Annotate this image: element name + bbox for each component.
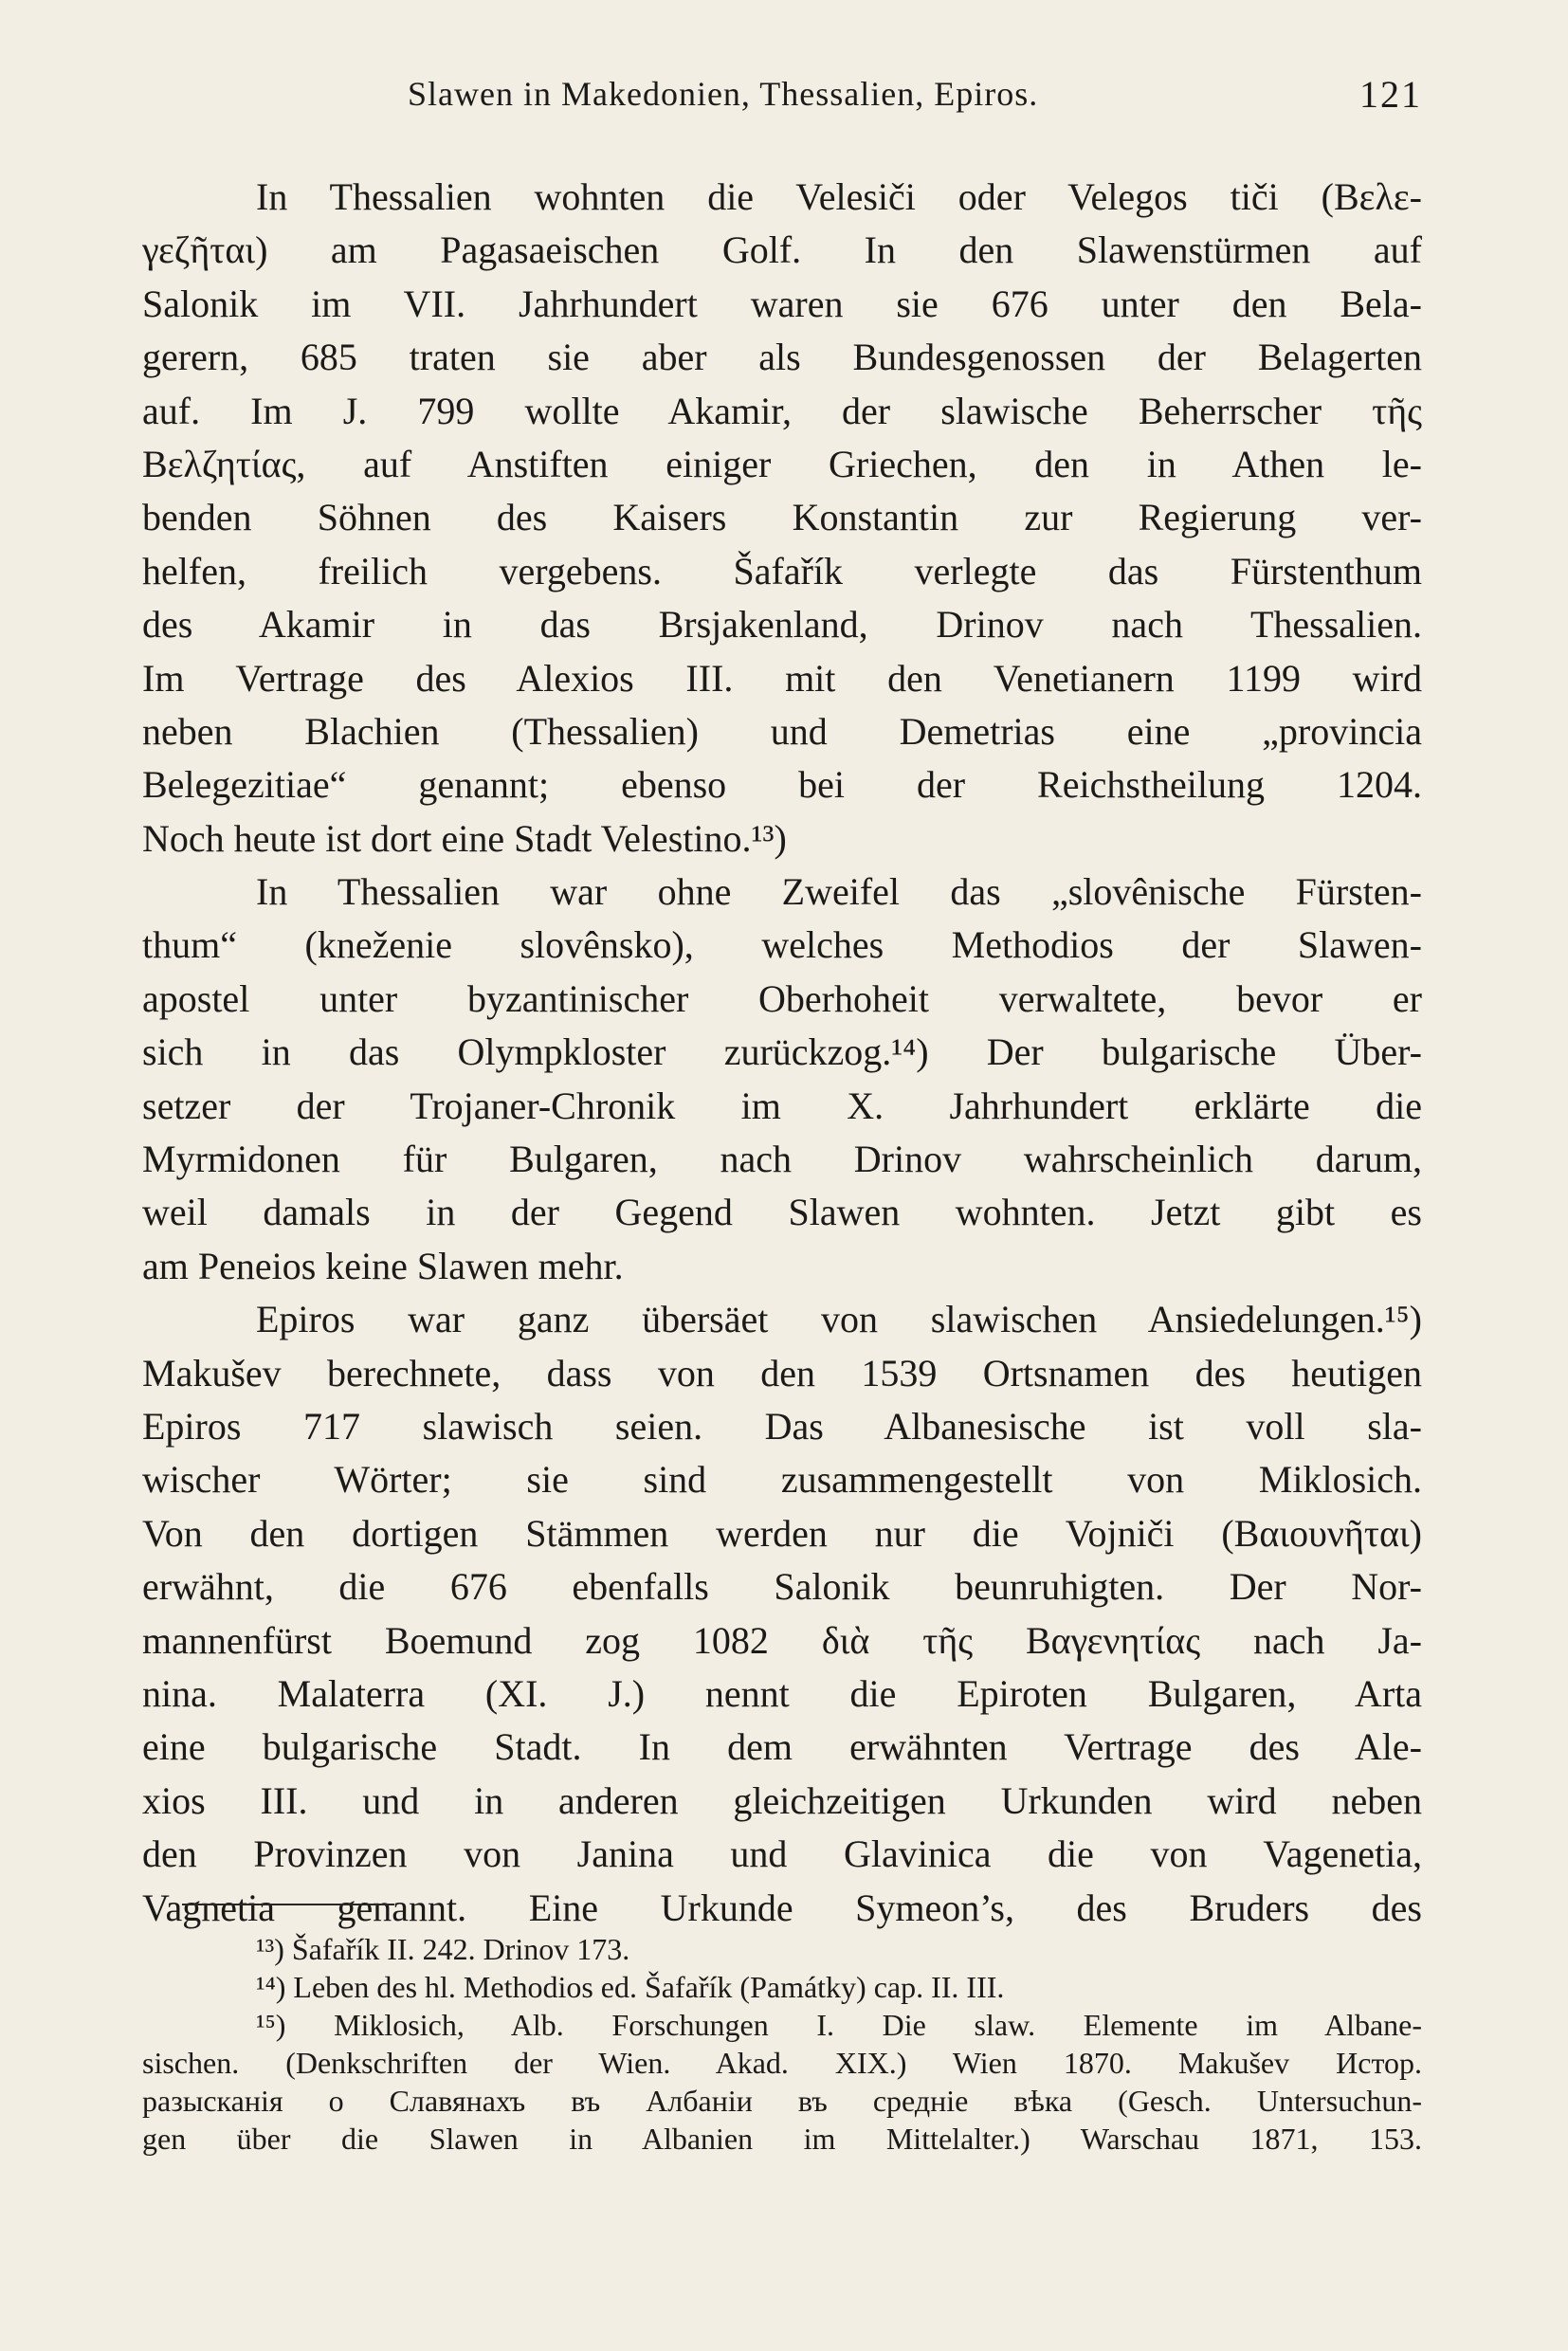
text-line: Noch heute ist dort eine Stadt Velestino.¹³) xyxy=(142,816,787,860)
page-number: 121 xyxy=(1359,73,1422,116)
text-line: In Thessalien war ohne Zweifel das „slovênische Fürsten- xyxy=(256,870,1422,914)
footnote-14: ¹⁴) Leben des hl. Methodios ed. Šafařík (Památky) cap. II. III. xyxy=(256,1970,1005,2004)
footnote-divider xyxy=(182,1904,394,1905)
text-line: xios III. und in anderen gleichzeitigen Urkunden wird neben xyxy=(142,1778,1422,1822)
text-line: benden Söhnen des Kaisers Konstantin zur Regierung ver- xyxy=(142,496,1422,539)
text-line: γεζῆται) am Pagasaeischen Golf. In den Slawenstürmen auf xyxy=(142,228,1422,272)
text-line: apostel unter byzantinischer Oberhoheit verwaltete, bevor er xyxy=(142,976,1422,1020)
page-header xyxy=(142,74,1422,131)
text-line: des Akamir in das Brsjakenland, Drinov nach Thessalien. xyxy=(142,603,1422,647)
text-line: Belegezitiae“ genannt; ebenso bei der Reichstheilung 1204. xyxy=(142,763,1422,807)
text-line: neben Blachien (Thessalien) und Demetrias eine „provincia xyxy=(142,709,1422,753)
text-line: Im Vertrage des Alexios III. mit den Venetianern 1199 wird xyxy=(142,656,1422,700)
text-line: Von den dortigen Stämmen werden nur die Vojniči (Βαιουνῆται) xyxy=(142,1511,1422,1555)
text-line: mannenfürst Boemund zog 1082 διὰ τῆς Βαγενητίας nach Ja- xyxy=(142,1618,1422,1662)
text-line: den Provinzen von Janina und Glavinica die von Vagenetia, xyxy=(142,1832,1422,1876)
footnotes xyxy=(142,1930,1422,2158)
running-title: Slawen in Makedonien, Thessalien, Epiros. xyxy=(408,75,1039,113)
footnote-15-continued: разысканія о Славянахъ въ Албаніи въ средніе вѣка (Gesch. Untersuchun- xyxy=(142,2084,1422,2118)
text-line: Vagnetia genannt. Eine Urkunde Symeon’s, des Bruders des xyxy=(142,1886,1422,1929)
text-line: Epiros war ganz übersäet von slawischen Ansiedelungen.¹⁵) xyxy=(256,1298,1422,1341)
text-line: thum“ (kneženie slovênsko), welches Methodios der Slawen- xyxy=(142,923,1422,967)
text-line: nina. Malaterra (XI. J.) nennt die Epiroten Bulgaren, Arta xyxy=(142,1671,1422,1715)
main-text xyxy=(142,171,1422,1935)
text-line: Epiros 717 slawisch seien. Das Albanesische ist voll sla- xyxy=(142,1404,1422,1448)
text-line: Myrmidonen für Bulgaren, nach Drinov wahrscheinlich darum, xyxy=(142,1138,1422,1181)
footnote-15: ¹⁵) Miklosich, Alb. Forschungen I. Die slaw. Elemente im Albane- xyxy=(256,2008,1422,2042)
footnote-15-continued: sischen. (Denkschriften der Wien. Akad. XIX.) Wien 1870. Makušev Истор. xyxy=(142,2046,1422,2080)
text-line: setzer der Trojaner-Chronik im X. Jahrhundert erklärte die xyxy=(142,1084,1422,1127)
footnote-15-continued: gen über die Slawen in Albanien im Mittelalter.) Warschau 1871, 153. xyxy=(142,2122,1422,2156)
text-line: wischer Wörter; sie sind zusammengestellt von Miklosich. xyxy=(142,1458,1422,1502)
text-line: auf. Im J. 799 wollte Akamir, der slawische Beherrscher τῆς xyxy=(142,389,1422,432)
text-line: am Peneios keine Slawen mehr. xyxy=(142,1244,624,1287)
text-line: gerern, 685 traten sie aber als Bundesgenossen der Belagerten xyxy=(142,336,1422,379)
text-line: sich in das Olympkloster zurückzog.¹⁴) Der bulgarische Über- xyxy=(142,1030,1422,1074)
text-line: weil damals in der Gegend Slawen wohnten. Jetzt gibt es xyxy=(142,1191,1422,1234)
text-line: Βελζητίας, auf Anstiften einiger Griechen, den in Athen le- xyxy=(142,442,1422,485)
text-line: helfen, freilich vergebens. Šafařík verlegte das Fürstenthum xyxy=(142,549,1422,592)
text-line: Salonik im VII. Jahrhundert waren sie 676 unter den Bela- xyxy=(142,282,1422,325)
footnote-13: ¹³) Šafařík II. 242. Drinov 173. xyxy=(256,1932,630,1966)
text-line: eine bulgarische Stadt. In dem erwähnten Vertrage des Ale- xyxy=(142,1725,1422,1769)
text-line: Makušev berechnete, dass von den 1539 Ortsnamen des heutigen xyxy=(142,1351,1422,1394)
text-line: erwähnt, die 676 ebenfalls Salonik beunruhigten. Der Nor- xyxy=(142,1565,1422,1609)
text-line: In Thessalien wohnten die Velesiči oder Velegos tiči (Βελε- xyxy=(256,175,1422,218)
